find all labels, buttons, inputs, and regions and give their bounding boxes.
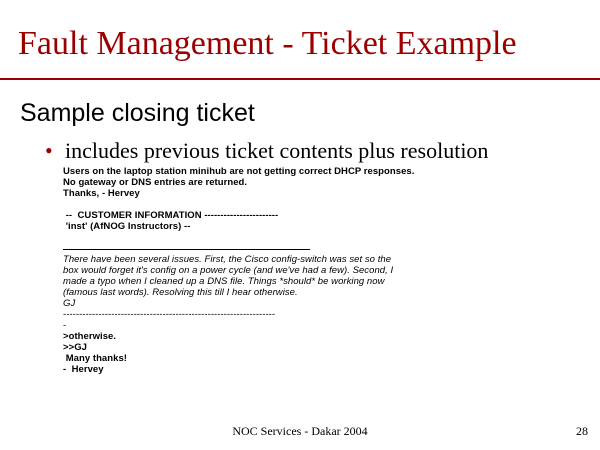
page-number: 28 bbox=[576, 424, 588, 438]
slide-subtitle: Sample closing ticket bbox=[20, 99, 255, 127]
dash-separator-tail: - bbox=[63, 320, 67, 331]
resolution-line: box would forget it's config on a power cycle (and we've had a few). Second, I bbox=[63, 265, 394, 276]
resolution-signature: GJ bbox=[63, 298, 76, 309]
footer-text: NOC Services - Dakar 2004 bbox=[232, 424, 368, 438]
ticket-intro-line: No gateway or DNS entries are returned. bbox=[63, 177, 248, 188]
quoted-line: >>GJ bbox=[63, 342, 87, 353]
blank-line bbox=[63, 199, 523, 210]
ticket-body bbox=[63, 166, 523, 375]
bullet-item bbox=[45, 138, 488, 164]
separator-rule bbox=[63, 249, 310, 250]
customer-info-line: 'inst' (AfNOG Instructors) -- bbox=[63, 221, 191, 232]
dash-separator: ------------------------------------------------------------------ bbox=[63, 309, 276, 320]
quoted-line: >otherwise. bbox=[63, 331, 117, 342]
resolution-line: made a typo when I cleaned up a DNS file. Things *should* be working now bbox=[63, 276, 385, 287]
resolution-line: (famous last words). Resolving this till I hear otherwise. bbox=[63, 287, 298, 298]
quoted-line: Many thanks! bbox=[63, 353, 127, 364]
ticket-intro-line: Users on the laptop station minihub are not getting correct DHCP responses. bbox=[63, 166, 415, 177]
title-divider bbox=[0, 78, 600, 80]
blank-line bbox=[63, 232, 523, 243]
resolution-line: There have been several issues. First, the Cisco config-switch was set so the bbox=[63, 254, 392, 265]
quoted-line: - Hervey bbox=[63, 364, 104, 375]
bullet-text: includes previous ticket contents plus resolution bbox=[65, 138, 489, 163]
bullet-dot-icon: • bbox=[45, 138, 53, 163]
customer-info-header: -- CUSTOMER INFORMATION ----------------------- bbox=[63, 210, 279, 221]
slide-title: Fault Management - Ticket Example bbox=[18, 25, 517, 62]
ticket-intro-line: Thanks, - Hervey bbox=[63, 188, 140, 199]
